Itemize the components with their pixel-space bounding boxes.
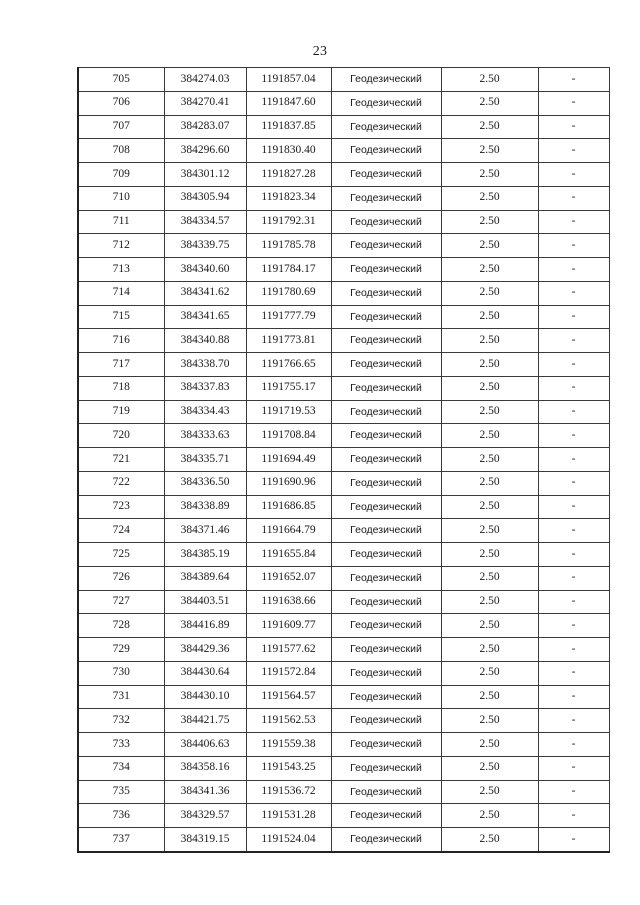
note-cell: - (538, 448, 609, 472)
point-number-cell: 733 (78, 733, 164, 757)
method-cell: Геодезический (331, 424, 441, 448)
method-cell: Геодезический (331, 258, 441, 282)
note-cell: - (538, 281, 609, 305)
y-coordinate-cell: 1191857.04 (246, 68, 331, 92)
table-row (78, 495, 609, 519)
point-number-cell: 705 (78, 68, 164, 92)
x-coordinate-cell: 384340.60 (164, 258, 246, 282)
y-coordinate-cell: 1191766.65 (246, 353, 331, 377)
note-cell: - (538, 519, 609, 543)
accuracy-cell: 2.50 (441, 590, 538, 614)
x-coordinate-cell: 384416.89 (164, 614, 246, 638)
note-cell: - (538, 638, 609, 662)
y-coordinate-cell: 1191690.96 (246, 471, 331, 495)
method-cell: Геодезический (331, 661, 441, 685)
point-number-cell: 718 (78, 376, 164, 400)
accuracy-cell: 2.50 (441, 424, 538, 448)
method-cell: Геодезический (331, 115, 441, 139)
point-number-cell: 727 (78, 590, 164, 614)
point-number-cell: 730 (78, 661, 164, 685)
x-coordinate-cell: 384430.10 (164, 685, 246, 709)
x-coordinate-cell: 384337.83 (164, 376, 246, 400)
point-number-cell: 721 (78, 448, 164, 472)
y-coordinate-cell: 1191827.28 (246, 163, 331, 187)
y-coordinate-cell: 1191847.60 (246, 91, 331, 115)
method-cell: Геодезический (331, 210, 441, 234)
point-number-cell: 725 (78, 543, 164, 567)
method-cell: Геодезический (331, 590, 441, 614)
y-coordinate-cell: 1191536.72 (246, 780, 331, 804)
method-cell: Геодезический (331, 139, 441, 163)
table-row (78, 91, 609, 115)
method-cell: Геодезический (331, 543, 441, 567)
x-coordinate-cell: 384385.19 (164, 543, 246, 567)
x-coordinate-cell: 384389.64 (164, 566, 246, 590)
note-cell: - (538, 91, 609, 115)
x-coordinate-cell: 384430.64 (164, 661, 246, 685)
y-coordinate-cell: 1191785.78 (246, 234, 331, 258)
y-coordinate-cell: 1191694.49 (246, 448, 331, 472)
y-coordinate-cell: 1191686.85 (246, 495, 331, 519)
point-number-cell: 737 (78, 828, 164, 852)
accuracy-cell: 2.50 (441, 804, 538, 828)
note-cell: - (538, 756, 609, 780)
y-coordinate-cell: 1191564.57 (246, 685, 331, 709)
point-number-cell: 734 (78, 756, 164, 780)
table-row (78, 828, 609, 852)
accuracy-cell: 2.50 (441, 733, 538, 757)
point-number-cell: 729 (78, 638, 164, 662)
x-coordinate-cell: 384296.60 (164, 139, 246, 163)
y-coordinate-cell: 1191543.25 (246, 756, 331, 780)
y-coordinate-cell: 1191655.84 (246, 543, 331, 567)
note-cell: - (538, 495, 609, 519)
table-row (78, 756, 609, 780)
note-cell: - (538, 186, 609, 210)
point-number-cell: 715 (78, 305, 164, 329)
note-cell: - (538, 566, 609, 590)
accuracy-cell: 2.50 (441, 448, 538, 472)
accuracy-cell: 2.50 (441, 68, 538, 92)
accuracy-cell: 2.50 (441, 495, 538, 519)
coordinates-table-body (78, 68, 609, 852)
note-cell: - (538, 305, 609, 329)
note-cell: - (538, 424, 609, 448)
x-coordinate-cell: 384341.65 (164, 305, 246, 329)
x-coordinate-cell: 384358.16 (164, 756, 246, 780)
point-number-cell: 723 (78, 495, 164, 519)
x-coordinate-cell: 384429.36 (164, 638, 246, 662)
accuracy-cell: 2.50 (441, 614, 538, 638)
method-cell: Геодезический (331, 163, 441, 187)
method-cell: Геодезический (331, 281, 441, 305)
table-row (78, 471, 609, 495)
y-coordinate-cell: 1191652.07 (246, 566, 331, 590)
method-cell: Геодезический (331, 353, 441, 377)
note-cell: - (538, 163, 609, 187)
table-row (78, 685, 609, 709)
y-coordinate-cell: 1191577.62 (246, 638, 331, 662)
method-cell: Геодезический (331, 91, 441, 115)
table-row (78, 234, 609, 258)
point-number-cell: 713 (78, 258, 164, 282)
y-coordinate-cell: 1191562.53 (246, 709, 331, 733)
y-coordinate-cell: 1191524.04 (246, 828, 331, 852)
x-coordinate-cell: 384340.88 (164, 329, 246, 353)
method-cell: Геодезический (331, 400, 441, 424)
table-row (78, 139, 609, 163)
note-cell: - (538, 804, 609, 828)
table-row (78, 424, 609, 448)
point-number-cell: 736 (78, 804, 164, 828)
x-coordinate-cell: 384336.50 (164, 471, 246, 495)
x-coordinate-cell: 384371.46 (164, 519, 246, 543)
y-coordinate-cell: 1191708.84 (246, 424, 331, 448)
x-coordinate-cell: 384338.89 (164, 495, 246, 519)
point-number-cell: 710 (78, 186, 164, 210)
x-coordinate-cell: 384339.75 (164, 234, 246, 258)
note-cell: - (538, 68, 609, 92)
x-coordinate-cell: 384333.63 (164, 424, 246, 448)
note-cell: - (538, 780, 609, 804)
accuracy-cell: 2.50 (441, 780, 538, 804)
accuracy-cell: 2.50 (441, 638, 538, 662)
accuracy-cell: 2.50 (441, 234, 538, 258)
accuracy-cell: 2.50 (441, 210, 538, 234)
point-number-cell: 707 (78, 115, 164, 139)
y-coordinate-cell: 1191777.79 (246, 305, 331, 329)
y-coordinate-cell: 1191830.40 (246, 139, 331, 163)
note-cell: - (538, 353, 609, 377)
point-number-cell: 711 (78, 210, 164, 234)
note-cell: - (538, 210, 609, 234)
note-cell: - (538, 139, 609, 163)
accuracy-cell: 2.50 (441, 163, 538, 187)
note-cell: - (538, 234, 609, 258)
method-cell: Геодезический (331, 780, 441, 804)
note-cell: - (538, 376, 609, 400)
y-coordinate-cell: 1191755.17 (246, 376, 331, 400)
point-number-cell: 712 (78, 234, 164, 258)
point-number-cell: 720 (78, 424, 164, 448)
accuracy-cell: 2.50 (441, 258, 538, 282)
note-cell: - (538, 329, 609, 353)
method-cell: Геодезический (331, 305, 441, 329)
point-number-cell: 717 (78, 353, 164, 377)
table-row (78, 614, 609, 638)
x-coordinate-cell: 384270.41 (164, 91, 246, 115)
note-cell: - (538, 543, 609, 567)
y-coordinate-cell: 1191784.17 (246, 258, 331, 282)
table-row (78, 258, 609, 282)
table-row (78, 804, 609, 828)
x-coordinate-cell: 384341.36 (164, 780, 246, 804)
accuracy-cell: 2.50 (441, 376, 538, 400)
point-number-cell: 731 (78, 685, 164, 709)
accuracy-cell: 2.50 (441, 400, 538, 424)
accuracy-cell: 2.50 (441, 186, 538, 210)
table-row (78, 115, 609, 139)
point-number-cell: 728 (78, 614, 164, 638)
accuracy-cell: 2.50 (441, 543, 538, 567)
table-row (78, 400, 609, 424)
table-row (78, 329, 609, 353)
table-row (78, 638, 609, 662)
method-cell: Геодезический (331, 828, 441, 852)
table-row (78, 566, 609, 590)
table-row (78, 543, 609, 567)
table-row (78, 281, 609, 305)
point-number-cell: 714 (78, 281, 164, 305)
method-cell: Геодезический (331, 756, 441, 780)
note-cell: - (538, 590, 609, 614)
accuracy-cell: 2.50 (441, 305, 538, 329)
y-coordinate-cell: 1191837.85 (246, 115, 331, 139)
accuracy-cell: 2.50 (441, 115, 538, 139)
table-row (78, 661, 609, 685)
x-coordinate-cell: 384319.15 (164, 828, 246, 852)
x-coordinate-cell: 384406.63 (164, 733, 246, 757)
note-cell: - (538, 115, 609, 139)
y-coordinate-cell: 1191719.53 (246, 400, 331, 424)
method-cell: Геодезический (331, 685, 441, 709)
accuracy-cell: 2.50 (441, 756, 538, 780)
x-coordinate-cell: 384421.75 (164, 709, 246, 733)
method-cell: Геодезический (331, 566, 441, 590)
method-cell: Геодезический (331, 709, 441, 733)
note-cell: - (538, 614, 609, 638)
table-row (78, 353, 609, 377)
table-row (78, 305, 609, 329)
note-cell: - (538, 685, 609, 709)
y-coordinate-cell: 1191638.66 (246, 590, 331, 614)
x-coordinate-cell: 384334.57 (164, 210, 246, 234)
accuracy-cell: 2.50 (441, 281, 538, 305)
note-cell: - (538, 661, 609, 685)
x-coordinate-cell: 384335.71 (164, 448, 246, 472)
y-coordinate-cell: 1191609.77 (246, 614, 331, 638)
y-coordinate-cell: 1191792.31 (246, 210, 331, 234)
x-coordinate-cell: 384338.70 (164, 353, 246, 377)
x-coordinate-cell: 384341.62 (164, 281, 246, 305)
method-cell: Геодезический (331, 448, 441, 472)
coordinates-table (77, 67, 610, 853)
x-coordinate-cell: 384403.51 (164, 590, 246, 614)
accuracy-cell: 2.50 (441, 329, 538, 353)
table-row (78, 780, 609, 804)
method-cell: Геодезический (331, 638, 441, 662)
method-cell: Геодезический (331, 234, 441, 258)
x-coordinate-cell: 384305.94 (164, 186, 246, 210)
method-cell: Геодезический (331, 186, 441, 210)
point-number-cell: 719 (78, 400, 164, 424)
accuracy-cell: 2.50 (441, 828, 538, 852)
method-cell: Геодезический (331, 68, 441, 92)
note-cell: - (538, 258, 609, 282)
x-coordinate-cell: 384283.07 (164, 115, 246, 139)
method-cell: Геодезический (331, 804, 441, 828)
y-coordinate-cell: 1191780.69 (246, 281, 331, 305)
table-row (78, 448, 609, 472)
y-coordinate-cell: 1191823.34 (246, 186, 331, 210)
table-row (78, 186, 609, 210)
method-cell: Геодезический (331, 471, 441, 495)
method-cell: Геодезический (331, 614, 441, 638)
accuracy-cell: 2.50 (441, 661, 538, 685)
note-cell: - (538, 471, 609, 495)
accuracy-cell: 2.50 (441, 91, 538, 115)
accuracy-cell: 2.50 (441, 471, 538, 495)
y-coordinate-cell: 1191664.79 (246, 519, 331, 543)
method-cell: Геодезический (331, 519, 441, 543)
point-number-cell: 724 (78, 519, 164, 543)
accuracy-cell: 2.50 (441, 685, 538, 709)
note-cell: - (538, 828, 609, 852)
table-row (78, 376, 609, 400)
accuracy-cell: 2.50 (441, 519, 538, 543)
point-number-cell: 716 (78, 329, 164, 353)
point-number-cell: 735 (78, 780, 164, 804)
x-coordinate-cell: 384329.57 (164, 804, 246, 828)
accuracy-cell: 2.50 (441, 139, 538, 163)
table-row (78, 519, 609, 543)
point-number-cell: 722 (78, 471, 164, 495)
accuracy-cell: 2.50 (441, 566, 538, 590)
x-coordinate-cell: 384274.03 (164, 68, 246, 92)
y-coordinate-cell: 1191773.81 (246, 329, 331, 353)
x-coordinate-cell: 384301.12 (164, 163, 246, 187)
table-row (78, 210, 609, 234)
note-cell: - (538, 709, 609, 733)
accuracy-cell: 2.50 (441, 709, 538, 733)
note-cell: - (538, 733, 609, 757)
method-cell: Геодезический (331, 733, 441, 757)
method-cell: Геодезический (331, 329, 441, 353)
table-row (78, 709, 609, 733)
table-row (78, 733, 609, 757)
point-number-cell: 732 (78, 709, 164, 733)
table-row (78, 68, 609, 92)
x-coordinate-cell: 384334.43 (164, 400, 246, 424)
point-number-cell: 706 (78, 91, 164, 115)
y-coordinate-cell: 1191559.38 (246, 733, 331, 757)
method-cell: Геодезический (331, 495, 441, 519)
accuracy-cell: 2.50 (441, 353, 538, 377)
point-number-cell: 726 (78, 566, 164, 590)
y-coordinate-cell: 1191531.28 (246, 804, 331, 828)
method-cell: Геодезический (331, 376, 441, 400)
table-row (78, 590, 609, 614)
note-cell: - (538, 400, 609, 424)
page-number: 23 (312, 44, 328, 59)
point-number-cell: 708 (78, 139, 164, 163)
point-number-cell: 709 (78, 163, 164, 187)
table-row (78, 163, 609, 187)
y-coordinate-cell: 1191572.84 (246, 661, 331, 685)
